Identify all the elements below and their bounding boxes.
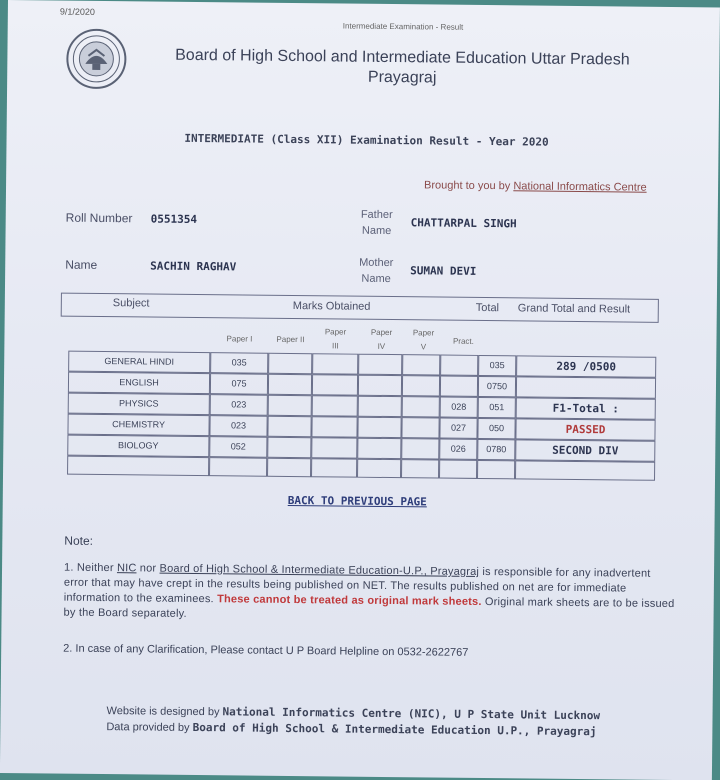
paper1-marks: 023 — [210, 420, 268, 431]
grid-cell — [267, 437, 311, 458]
back-to-previous-page-link[interactable]: BACK TO PREVIOUS PAGE — [288, 494, 427, 508]
subject-header: Subject — [113, 297, 150, 309]
paper4-header-line2: IV — [358, 340, 404, 354]
brought-to-you-by — [424, 179, 647, 193]
grand-total-value: 289 /0500 — [516, 359, 656, 373]
grid-cell — [358, 375, 402, 396]
paper4-header-line1: Paper — [358, 326, 404, 340]
grid-cell — [67, 456, 209, 476]
footer-nic: National Informatics Centre (NIC), U P State Unit Lucknow — [222, 705, 600, 722]
grid-cell — [440, 376, 478, 397]
note1-part-a: 1. Neither — [64, 562, 117, 575]
grid-cell — [401, 438, 439, 459]
mother-label-line2: Name — [350, 271, 402, 288]
subject-name: ENGLISH — [68, 377, 210, 388]
board-title-line1: Board of High School and Intermediate Education Uttar Pradesh — [172, 46, 632, 71]
paper1-marks: 075 — [210, 378, 268, 389]
father-name-value: CHATTARPAL SINGH — [411, 216, 517, 230]
grid-cell — [268, 353, 312, 374]
note1-part-d: Original mark sheets are to be issued by the Board separately. — [64, 596, 675, 620]
footer-line2-prefix: Data provided by — [106, 721, 192, 734]
grid-cell — [401, 459, 439, 478]
grid-cell — [357, 459, 401, 478]
note-paragraph-1 — [64, 561, 677, 627]
paper3-header-line2: III — [312, 339, 358, 353]
grid-cell — [311, 416, 357, 437]
mother-name-value: SUMAN DEVI — [410, 264, 476, 278]
board-title-line2: Prayagraj — [172, 66, 632, 91]
roll-number-label: Roll Number — [66, 211, 133, 226]
footer-line1-prefix: Website is designed by — [106, 705, 222, 718]
note-paragraph-2: 2. In case of any Clarification, Please contact U P Board Helpline on 0532-2622767 — [63, 643, 675, 661]
grid-cell — [516, 376, 656, 398]
result-status: PASSED — [515, 422, 655, 436]
note-title: Note: — [64, 534, 93, 548]
grid-cell — [312, 353, 358, 374]
grid-cell — [402, 354, 440, 375]
grid-cell — [311, 437, 357, 458]
total-header: Total — [476, 302, 499, 314]
note1-nic: NIC — [117, 562, 137, 574]
subject-name: PHYSICS — [68, 398, 210, 409]
grid-cell — [358, 354, 402, 375]
exam-title: INTERMEDIATE (Class XII) Examination Result - Year 2020 — [156, 132, 576, 149]
grid-cell — [209, 457, 267, 477]
father-label — [351, 207, 403, 240]
paper2-header: Paper II — [265, 333, 315, 348]
nic-link[interactable]: National Informatics Centre — [513, 180, 646, 193]
grid-cell — [440, 355, 478, 376]
grid-cell — [357, 417, 401, 438]
grand-total-header: Grand Total and Result — [518, 302, 630, 315]
note1-board: Board of High School & Intermediate Education-U.P., Prayagraj — [160, 563, 480, 578]
grid-cell — [268, 395, 312, 416]
paper5-header-line1: Paper — [400, 326, 446, 340]
subject-name: BIOLOGY — [67, 440, 209, 451]
result-division: SECOND DIV — [515, 443, 655, 457]
grid-cell — [402, 375, 440, 396]
grid-cell — [267, 416, 311, 437]
footer-board: Board of High School & Intermediate Education U.P., Prayagraj — [193, 721, 597, 738]
paper1-marks: 035 — [210, 357, 268, 368]
grid-cell — [267, 458, 311, 477]
grid-cell — [439, 460, 477, 479]
subject-total: 0750 — [478, 381, 516, 391]
paper3-header — [312, 325, 358, 353]
paper1-marks: 023 — [210, 399, 268, 410]
father-label-line1: Father — [351, 207, 403, 224]
grid-cell — [357, 438, 401, 459]
grid-cell — [402, 396, 440, 417]
practical-header: Pract. — [440, 335, 486, 349]
print-date: 9/1/2020 — [60, 7, 95, 17]
grid-cell — [358, 396, 402, 417]
page-small-title: Intermediate Examination - Result — [343, 22, 464, 32]
note1-part-c: is responsible for any inadvertent error that may have crept in the results being published on NET. The results published on net are for immediate information to the examinees. — [64, 566, 651, 605]
subject-name: GENERAL HINDI — [68, 356, 210, 367]
paper1-header: Paper I — [210, 332, 268, 347]
grid-cell — [312, 395, 358, 416]
up-board-seal-icon — [65, 28, 128, 91]
grid-cell — [401, 417, 439, 438]
mother-label — [350, 255, 402, 288]
practical-marks: 028 — [440, 402, 478, 412]
grid-cell — [515, 460, 655, 480]
grid-cell — [268, 374, 312, 395]
paper1-marks: 052 — [209, 441, 267, 452]
student-name-value: SACHIN RAGHAV — [150, 260, 236, 274]
note1-part-b: nor — [136, 562, 159, 574]
board-title — [172, 46, 632, 91]
subject-name: CHEMISTRY — [68, 419, 210, 430]
paper5-header-line2: V — [400, 340, 446, 354]
subject-total: 051 — [478, 402, 516, 412]
grid-cell — [312, 374, 358, 395]
note1-warning: These cannot be treated as original mark sheets. — [217, 593, 482, 608]
grid-cell — [477, 460, 515, 479]
subject-total: 035 — [478, 360, 516, 370]
grid-cell — [311, 458, 357, 477]
roll-number-value: 0551354 — [151, 213, 197, 226]
paper4-header — [358, 326, 404, 354]
brought-prefix: Brought to you by — [424, 179, 513, 192]
mother-label-line1: Mother — [350, 255, 402, 272]
result-label: F1-Total : — [516, 401, 656, 415]
practical-marks: 027 — [439, 423, 477, 433]
paper3-header-line1: Paper — [312, 325, 358, 339]
subject-total: 0780 — [477, 444, 515, 454]
marks-table — [59, 293, 659, 481]
footer — [106, 703, 646, 741]
name-label: Name — [65, 258, 97, 272]
practical-marks: 026 — [439, 444, 477, 454]
father-label-line2: Name — [351, 223, 403, 240]
subject-total: 050 — [477, 423, 515, 433]
marks-header: Marks Obtained — [293, 300, 371, 313]
